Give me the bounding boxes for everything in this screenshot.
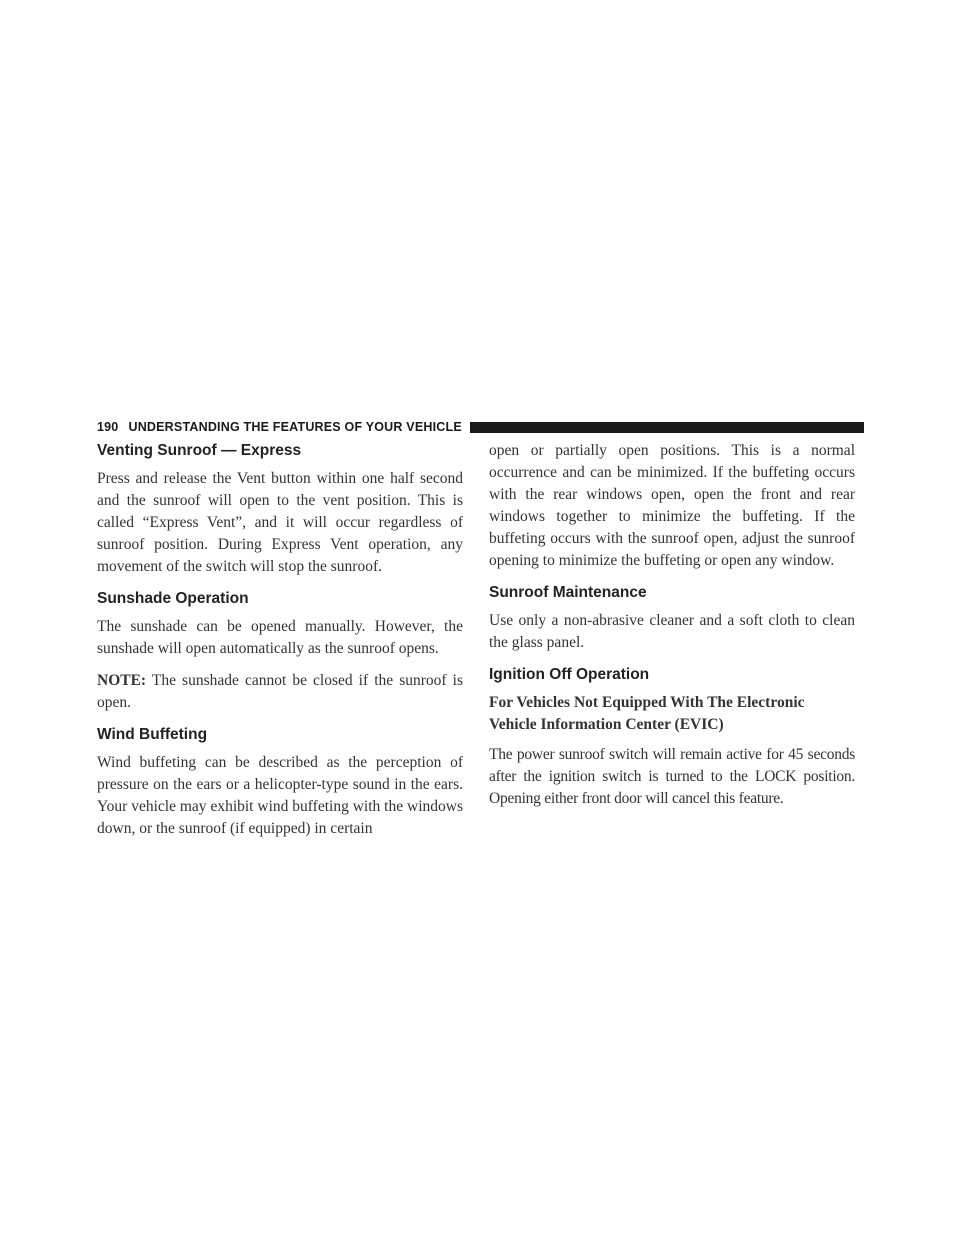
heading-wind-buffeting: Wind Buffeting xyxy=(97,726,208,743)
paragraph-wind-buffeting-continued: open or partially open positions. This is a normal occurrence and can be minimized. If the buffeting occurs with the rear windows open, open the front and rear windows together to minimize the buffeting. If the buffeting occurs with the sunroof open, adjust the sunroof opening to minimize the buffeting or open any window. xyxy=(489,442,855,569)
page-number: 190 xyxy=(97,420,119,434)
heading-venting-sunroof: Venting Sunroof — Express xyxy=(97,442,302,459)
heading-ignition-off-operation: Ignition Off Operation xyxy=(489,666,650,683)
paragraph-sunroof-maintenance: Use only a non-abrasive cleaner and a soft cloth to clean the glass panel. xyxy=(489,612,855,651)
paragraph-venting-sunroof: Press and release the Vent button within one half second and the sunroof will open to the vent position. This is called “Express Vent”, and it will occur regardless of sunroof position. During Express Vent operation, any movement of the switch will stop the sunroof. xyxy=(97,470,463,575)
note-text: The sunshade cannot be closed if the sunroof is open. xyxy=(97,672,463,711)
note-label: NOTE: xyxy=(97,672,147,689)
paragraph-sunshade-operation: The sunshade can be opened manually. However, the sunshade will open automatically as the sunroof opens. xyxy=(97,618,463,657)
heading-sunshade-operation: Sunshade Operation xyxy=(97,590,249,607)
paragraph-wind-buffeting: Wind buffeting can be described as the perception of pressure on the ears or a helicopter-type sound in the ears. Your vehicle may exhibit wind buffeting with the windows down, or the sunroof (if equipped) in certain xyxy=(97,754,463,837)
paragraph-ignition-off-operation: The power sunroof switch will remain active for 45 seconds after the ignition switch is turned to the LOCK position. Opening either front door will cancel this feature. xyxy=(489,746,855,807)
right-column xyxy=(489,440,855,820)
section-title: UNDERSTANDING THE FEATURES OF YOUR VEHICLE xyxy=(128,420,462,434)
subheading-evic: For Vehicles Not Equipped With The Electronic Vehicle Information Center (EVIC) xyxy=(489,694,805,733)
page-header xyxy=(97,418,864,436)
header-rule xyxy=(470,422,864,433)
heading-sunroof-maintenance: Sunroof Maintenance xyxy=(489,584,647,601)
note-sunshade xyxy=(97,670,463,714)
left-column xyxy=(97,440,463,850)
